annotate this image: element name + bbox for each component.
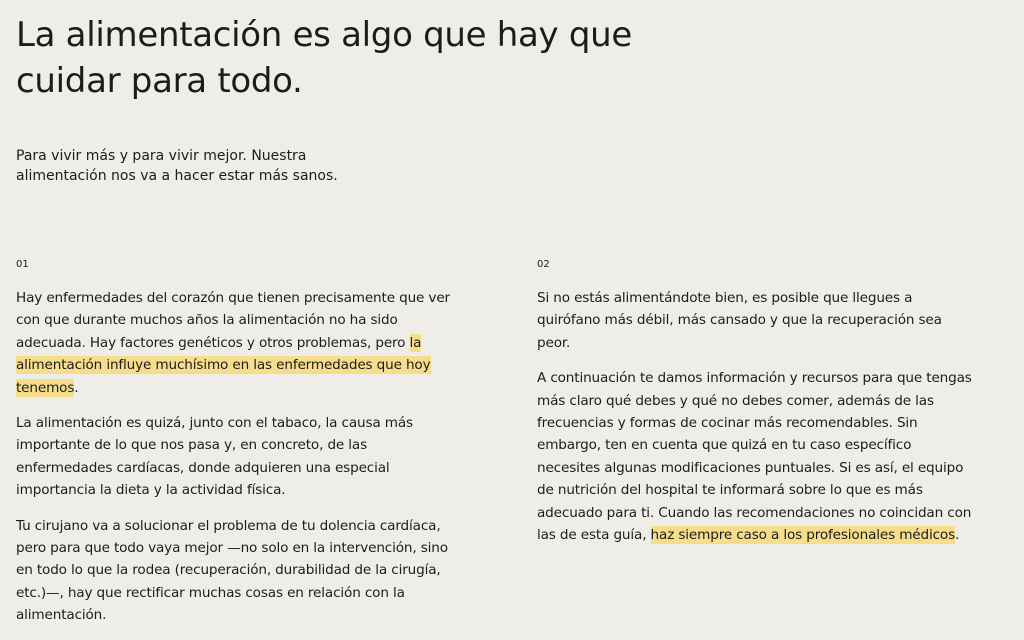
paragraph-text: Hay enfermedades del corazón que tienen precisamente que ver con que durante muchos años la alimentación no ha sido adecuada. Hay factores genéticos y otros problemas, pero: [16, 290, 450, 351]
paragraph-period: .: [955, 527, 960, 544]
section-01-paragraph-1: [16, 287, 456, 399]
page-title: [16, 12, 736, 104]
paragraph-period: .: [74, 379, 79, 396]
title-line-2: cuidar para todo.: [16, 61, 303, 101]
paragraph-text: A continuación te damos información y recursos para que tengas más claro qué debes y qué no debes comer, además de las frecuencias y formas de cocinar más recomendables. Sin embargo, ten en cuenta que quizá en tu caso específico necesites algunas modificaciones puntuales. Si es así, el equipo de nutrición del hospital te informará sobre lo que es más adecuado para ti. Cuando las recomendaciones no coincidan con las de esta guía,: [537, 370, 972, 544]
section-number: 01: [16, 259, 29, 270]
section-01-paragraph-2: [16, 412, 456, 502]
section-number: 02: [537, 259, 550, 270]
highlighted-text: la alimentación influye muchísimo en las enfermedades que hoy tenemos: [16, 334, 431, 396]
section-01-paragraph-3: [16, 515, 456, 627]
title-line-1: La alimentación es algo que hay que: [16, 15, 632, 55]
paragraph-text: La alimentación es quizá, junto con el tabaco, la causa más importante de lo que nos pasa y, en concreto, de las enfermedades cardíacas, donde adquieren una especial importancia la dieta y la actividad física.: [16, 415, 413, 499]
section-01: [16, 258, 456, 640]
highlighted-text: haz siempre caso a los profesionales médicos: [650, 527, 956, 544]
section-02-paragraph-2: [537, 367, 977, 546]
paragraph-text: Tu cirujano va a solucionar el problema de tu dolencia cardíaca, pero para que todo vaya mejor —no solo en la intervención, sino en todo lo que la rodea (recuperación, durabilidad de la cirugía, etc.)—, hay que rectificar muchas cosas en relación con la alimentación.: [16, 517, 448, 624]
intro-line-2: alimentación nos va a hacer estar más sanos.: [16, 168, 338, 184]
section-02-paragraph-1: [537, 287, 977, 354]
intro-text: [16, 146, 356, 186]
paragraph-text: Si no estás alimentándote bien, es posible que llegues a quirófano más débil, más cansado y que la recuperación sea peor.: [537, 290, 942, 351]
intro-line-1: Para vivir más y para vivir mejor. Nuestra: [16, 148, 307, 164]
section-02: [537, 258, 977, 559]
